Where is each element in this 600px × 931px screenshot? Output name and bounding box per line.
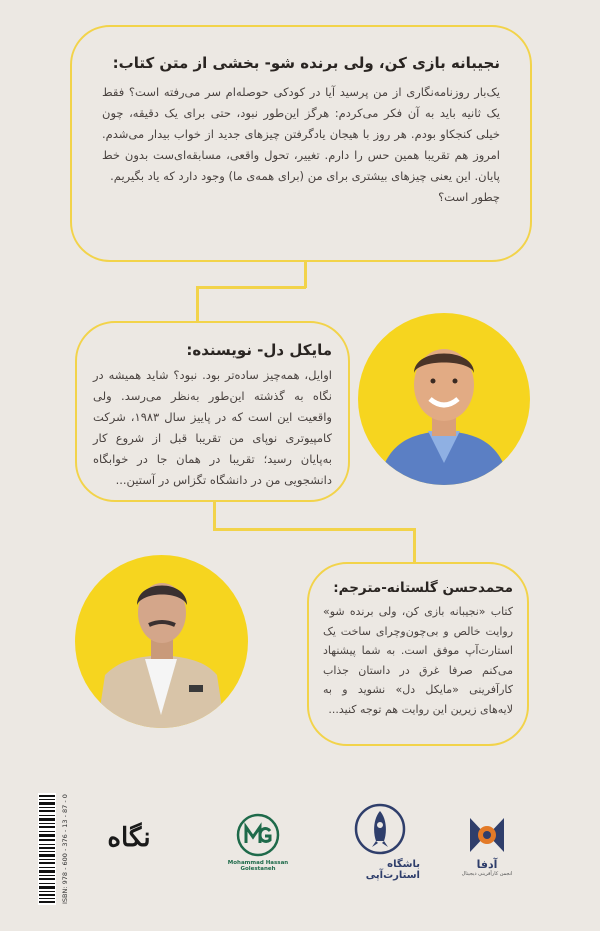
negah-logo-text: نگاه (107, 823, 151, 853)
connector-line (213, 528, 415, 531)
mg-logo-line2: Golestaneh (240, 866, 276, 872)
translator-portrait-image (75, 555, 248, 728)
excerpt-bubble (70, 25, 532, 262)
negah-logo (96, 808, 162, 868)
adfa-logo (452, 804, 522, 884)
adfa-sub-label: انجمن کارآفرینی دیجیتال (461, 870, 513, 877)
rocket-icon (354, 803, 406, 855)
translator-photo (75, 555, 248, 728)
author-photo (358, 313, 530, 485)
translator-bubble (307, 562, 529, 746)
startup-club-logo (340, 802, 420, 882)
connector-line (213, 502, 216, 530)
connector-line (304, 262, 307, 288)
translator-body: کتاب «نجیبانه بازی کن، ولی برنده شو» روایت خالص و بی‌چون‌وچرای ساخت یک استارت‌آپ موفق است. به شما پیشنهاد می‌کنم صرفا غرق در داستان جذاب کارآفرینی «مایکل دل» نشوید و به لایه‌های زیرین این روایت هم توجه کنید... (323, 605, 513, 716)
translator-title: محمدحسن گلستانه-مترجم: (333, 580, 513, 596)
startup-club-label: باشگاه استارت‌آپی (365, 859, 420, 881)
author-body: اوایل، همه‌چیز ساده‌تر بود. نبود؟ شاید همیشه در نگاه به گذشته این‌طور به‌نظر می‌رسد. ولی واقعیت این است که در پاییز سال ۱۹۸۳، شرکت کامپیوتری نوپای من تقریبا قبل از شروع کار به‌پایان رسید؛ تقریبا در همان جا در خوابگاه دانشجویی من در دانشگاه تگزاس در آستین... (93, 368, 332, 487)
adfa-emblem-icon (464, 812, 510, 858)
connector-line (196, 286, 306, 289)
mg-monogram-icon (236, 813, 280, 857)
mg-logo-line1: Mohammad Hassan (227, 860, 289, 866)
author-title: مایکل دل- نویسنده: (186, 341, 332, 359)
author-portrait-image (358, 313, 530, 485)
author-bubble (75, 321, 350, 502)
connector-line (196, 286, 199, 322)
adfa-label: آدفا (476, 857, 498, 871)
barcode (38, 793, 56, 905)
excerpt-body: یک‌بار روزنامه‌نگاری از من پرسید آیا در کودکی حوصله‌ام سر می‌رفته است؟ فقط یک ثانیه باید به آن فکر می‌کردم: هرگز این‌طور نبود، حتی برای یک دقیقه، چون خیلی کنجکاو بودم. هر روز با هیجان یادگرفتن چیزهای جدید از خواب بیدار می‌شدم. امروز هم تقریبا همین حس را دارم. تغییر، تحول واقعی، مسابقه‌ای‌ست بدون خط پایان. این یعنی چیزهای بیشتری برای من (برای همه‌ی ما) وجود دارد که یاد بگیریم. (102, 85, 500, 183)
excerpt-last-line: چطور است؟ (438, 190, 500, 204)
isbn-text: ISBN: 978 - 600 - 376 - 13 - 87 - 0 (61, 794, 69, 904)
connector-line (413, 528, 416, 563)
excerpt-title: نجیبانه بازی کن، ولی برنده شو- بخشی از متن کتاب: (112, 54, 500, 72)
mg-logo (222, 805, 294, 880)
